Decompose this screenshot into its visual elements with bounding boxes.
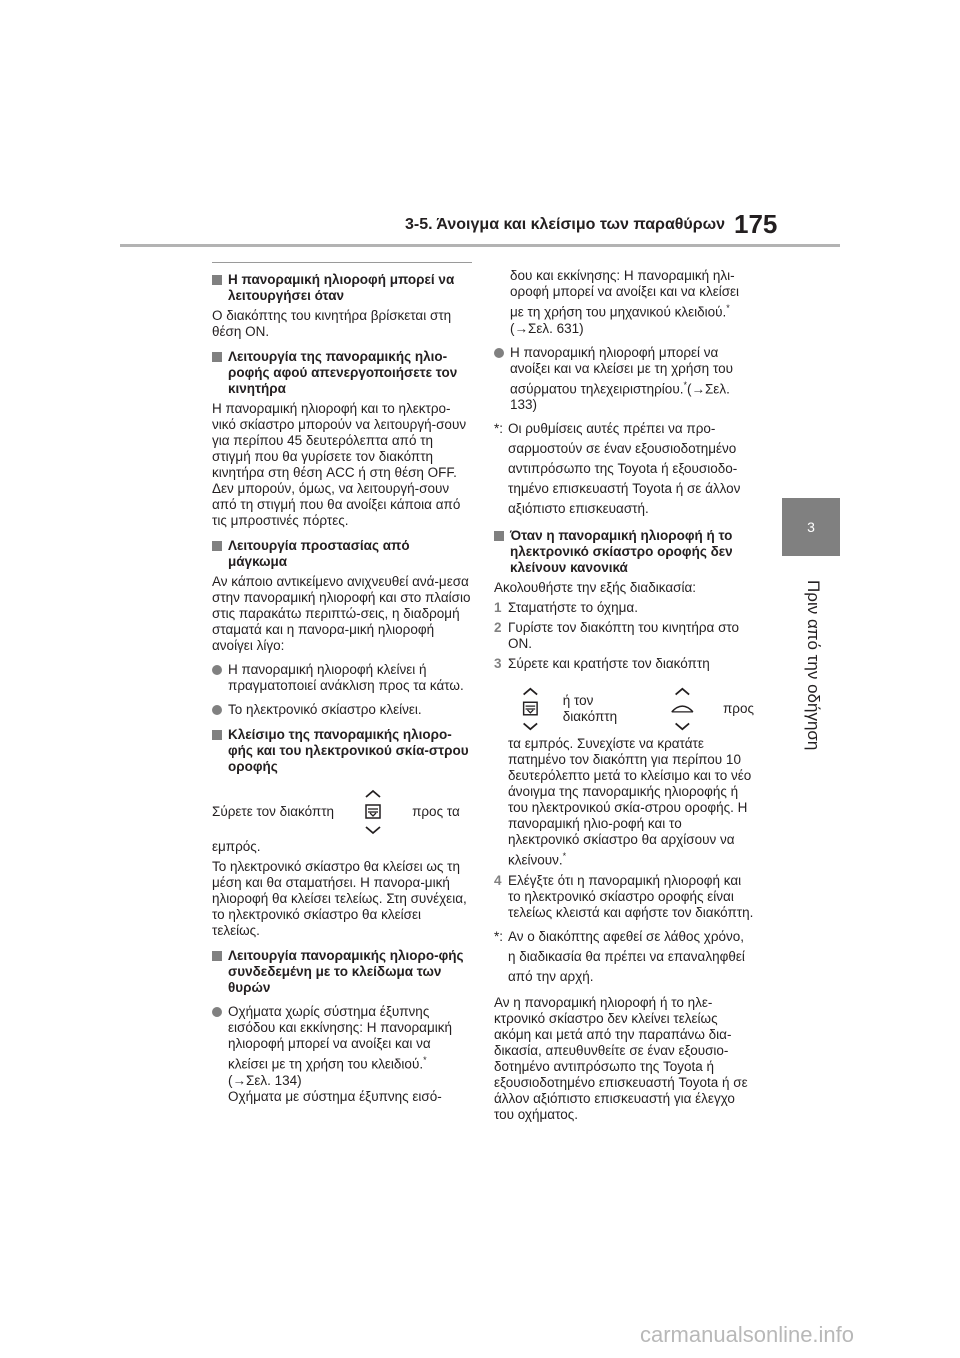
section-title: Λειτουργία της πανοραμικής ηλιο-ροφής αφού απενεργοποιήσετε τον κινητήρα [228, 349, 458, 396]
instruction-text: Σύρετε τον διακόπτη [212, 804, 335, 819]
footnote-text: Οι ρυθμίσεις αυτές πρέπει να προ-σαρμοστούν σε έναν εξουσιοδοτημένο αντιπρόσωπο της Toyota ή εξουσιοδο-τημένο επισκευαστή Toyota ή σε άλλον αξιόπιστο επισκευαστή. [508, 421, 741, 516]
list-item [212, 1004, 472, 1105]
tilt-switch-icon [666, 686, 699, 732]
page-reference: (→Σελ. 134) [228, 1072, 302, 1088]
page-reference: (→Σελ. 133) [510, 381, 730, 412]
step-continuation [494, 736, 754, 869]
list-item [212, 662, 472, 694]
footnote [494, 419, 754, 519]
left-column [212, 262, 472, 1105]
chapter-side-label: Πριν από την οδήγηση [804, 580, 823, 751]
step-item [494, 600, 754, 616]
page-header-title: 3-5. Άνοιγμα και κλείσιμο των παραθύρων [405, 216, 726, 233]
square-bullet-icon [212, 730, 222, 740]
section-heading [212, 727, 472, 775]
instruction-text: ή τον διακόπτη [562, 693, 618, 724]
section-heading [212, 272, 472, 304]
footnote-marker: *: [494, 421, 504, 436]
list-item-text [510, 345, 754, 414]
list-item-text [228, 1004, 472, 1105]
instruction-text: προς τα [412, 804, 460, 819]
square-bullet-icon [494, 531, 504, 541]
step-text: Σταματήστε το όχημα. [508, 600, 638, 615]
footnote-text: Αν ο διακόπτης αφεθεί σε λάθος χρόνο, η διαδικασία θα πρέπει να επαναληφθεί από την αρχή. [508, 928, 745, 984]
list-item-text: Η πανοραμική ηλιοροφή μπορεί να ανοίξει και να κλείσει με τη χρήση του ασύρματου τηλεχειριστηρίου. [510, 344, 733, 396]
square-bullet-icon [212, 541, 222, 551]
roof-switch-icon [356, 789, 390, 835]
paragraph: Ακολουθήστε την εξής διαδικασία: [494, 580, 697, 595]
section-title: Λειτουργία πανοραμικής ηλιορο-φής συνδεδεμένη με το κλείδωμα των θυρών [228, 948, 464, 995]
page-reference: (→Σελ. 631) [510, 320, 584, 336]
step-item [494, 620, 754, 652]
paragraph: Αν η πανοραμική ηλιοροφή ή το ηλε-κτρονικό σκίαστρο δεν κλείνει τελείως ακόμη και μετά από την παραπάνω δια-δικασία, απευθυνθείτε σε έναν εξουσιο-δοτημένο αντιπρόσωπο της Toyota ή εξουσιοδοτημένο επισκευαστή Toyota ή σε άλλον αξιόπιστο επισκευαστή για έλεγχο του οχήματος. [494, 994, 748, 1122]
footnote [494, 927, 754, 987]
round-bullet-icon [212, 665, 222, 675]
square-bullet-icon [212, 352, 222, 362]
paragraph: Ο διακόπτης του κινητήρα βρίσκεται στη θέση ON. [212, 308, 452, 339]
paragraph: Η πανοραμική ηλιοροφή και το ηλεκτρο-νικό σκίαστρο μπορούν να λειτουργή-σουν για περίπου 45 δευτερόλεπτα από τη στιγμή που θα γυρίσετε τον διακόπτη κινητήρα στη θέση ACC ή στη θέση OFF. Δεν μπορούν, όμως, να λειτουργή-σουν από τη στιγμή που θα ανοίξει κάποια από τις μπροστινές πόρτες. [212, 401, 467, 528]
list-item-continued [494, 268, 754, 337]
step-number: 4 [494, 872, 502, 888]
section-heading [494, 528, 754, 576]
step-number: 3 [494, 656, 502, 671]
section-title: Όταν η πανοραμική ηλιοροφή ή το ηλεκτρονικό σκίαστρο οροφής δεν κλείνουν κανονικά [510, 528, 733, 575]
round-bullet-icon [212, 705, 222, 715]
paragraph: εμπρός. [212, 839, 261, 854]
switch-instruction [494, 686, 754, 732]
list-item-text: Το ηλεκτρονικό σκίαστρο κλείνει. [228, 702, 422, 717]
footnote-marker: *: [494, 928, 504, 944]
watermark: carmanualsonline.info [640, 1322, 855, 1347]
step-item [494, 873, 754, 921]
page-number: 175 [734, 209, 778, 239]
step-text: τα εμπρός. Συνεχίστε να κρατάτε πατημένο τον διακόπτη για περίπου 10 δευτερόλεπτο μετά το κλείσιμο και το νέο άνοιγμα της πανοραμικής ηλιοροφής ή του ηλεκτρονικού σκία-στρου οροφής. Η πανοραμική ηλιο-ροφή και το ηλεκτρονικό σκίαστρο θα αρχίσουν να κλείνουν. [508, 736, 752, 868]
switch-instruction [212, 789, 472, 835]
right-column [494, 268, 754, 1123]
section-rule [212, 262, 472, 263]
step-text: Σύρετε και κρατήστε τον διακόπτη [508, 656, 710, 671]
section-heading [212, 948, 472, 996]
paragraph: Το ηλεκτρονικό σκίαστρο θα κλείσει ως τη μέση και θα σταματήσει. Η πανορα-μική ηλιοροφή θα κλείσει τελείως. Στη συνέχεια, το ηλεκτρονικό σκίαστρο θα κλείσει τελείως. [212, 859, 467, 938]
list-item-text: δου και εκκίνησης: Η πανοραμική ηλι-οροφή μπορεί να ανοίξει και να κλείσει με τη χρήση του μηχανικού κλειδιού. [510, 268, 740, 320]
instruction-text: προς [722, 701, 754, 716]
footnote-marker: * [726, 303, 730, 313]
step-item [494, 656, 754, 672]
step-text: Γυρίστε τον διακόπτη του κινητήρα στο ON. [508, 620, 740, 651]
list-item-text: Οχήματα χωρίς σύστημα έξυπνης εισόδου και εκκίνησης: Η πανοραμική ηλιοροφή μπορεί να ανοίξει και να κλείσει με τη χρήση του κλειδιού. [228, 1004, 452, 1072]
square-bullet-icon [212, 951, 222, 961]
chapter-tab: 3 [782, 498, 840, 556]
footnote-marker: * [423, 1055, 427, 1065]
paragraph: Αν κάποιο αντικείμενο ανιχνευθεί ανά-μεσα στην πανοραμική ηλιοροφή και στο πλαίσιο στις παρακάτω περιπτώ-σεις, η διαδρομή σταματά και η πανορα-μική ηλιοροφή ανοίγει λίγο: [212, 574, 471, 653]
round-bullet-icon [212, 1007, 222, 1017]
section-title: Η πανοραμική ηλιοροφή μπορεί να λειτουργήσει όταν [228, 272, 455, 303]
step-number: 1 [494, 600, 502, 615]
section-heading [212, 538, 472, 570]
step-text: Ελέγξτε ότι η πανοραμική ηλιοροφή και το ηλεκτρονικό σκίαστρο οροφής είναι τελείως κλειστά και αφήστε τον διακόπτη. [508, 872, 754, 920]
roof-switch-icon [514, 686, 547, 732]
footnote-marker: * [683, 379, 687, 390]
square-bullet-icon [212, 275, 222, 285]
list-item-text: Η πανοραμική ηλιοροφή κλείνει ή πραγματοποιεί ανάκλιση προς τα κάτω. [228, 662, 464, 693]
step-number: 2 [494, 620, 502, 635]
section-heading [212, 349, 472, 397]
round-bullet-icon [494, 348, 504, 358]
footnote-marker: * [562, 851, 567, 861]
header-rule [120, 244, 840, 247]
section-title: Λειτουργία προστασίας από μάγκωμα [228, 538, 410, 569]
list-item [212, 702, 472, 718]
list-item-text: Οχήματα με σύστημα έξυπνης εισό- [228, 1088, 442, 1104]
list-item [494, 345, 754, 414]
section-title: Κλείσιμο της πανοραμικής ηλιορο-φής και του ηλεκτρονικού σκία-στρου οροφής [228, 727, 469, 774]
